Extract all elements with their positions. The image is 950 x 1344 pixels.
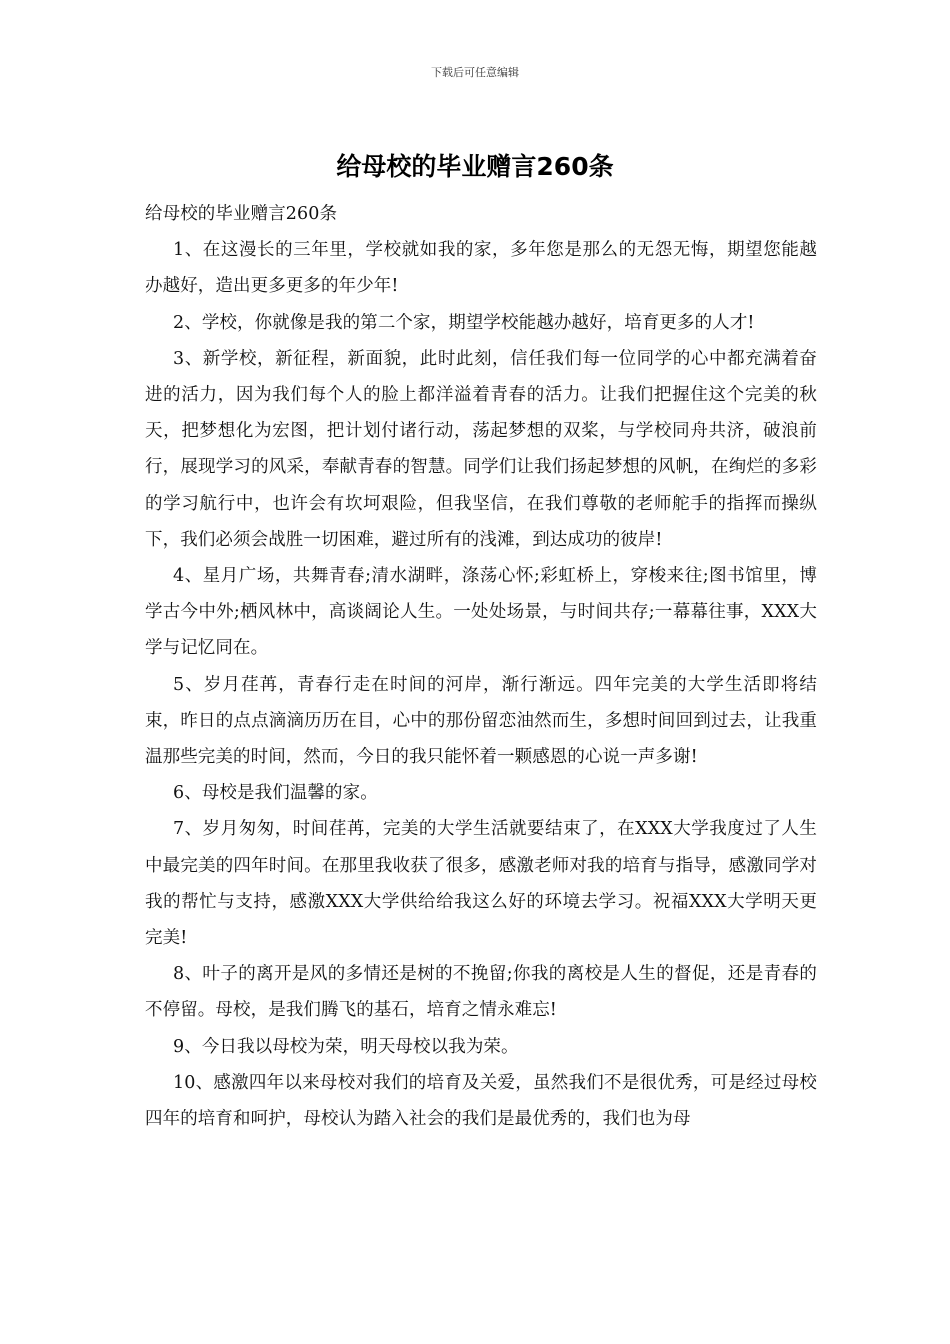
paragraph-5: 5、岁月荏苒，青春行走在时间的河岸，渐行渐远。四年完美的大学生活即将结束，昨日的点点滴滴历历在目，心中的那份留恋油然而生，多想时间回到过去，让我重温那些完美的时间，然而，今日的我只能怀着一颗感恩的心说一声多谢! xyxy=(145,674,817,768)
document-body xyxy=(145,196,817,1137)
paragraph-1: 1、在这漫长的三年里，学校就如我的家，多年您是那么的无怨无悔，期望您能越办越好，造出更多更多的年少年! xyxy=(145,240,817,297)
page-header-note: 下载后可任意编辑 xyxy=(431,66,519,79)
document-subtitle: 给母校的毕业赠言260条 xyxy=(145,204,338,224)
paragraph-2: 2、学校，你就像是我的第二个家，期望学校能越办越好，培育更多的人才! xyxy=(173,312,755,333)
paragraph-3: 3、新学校，新征程，新面貌，此时此刻，信任我们每一位同学的心中都充满着奋进的活力，因为我们每个人的脸上都洋溢着青春的活力。让我们把握住这个完美的秋天，把梦想化为宏图，把计划付诸行动，荡起梦想的双桨，与学校同舟共济，破浪前行，展现学习的风采，奉献青春的智慧。同学们让我们扬起梦想的风帆，在绚烂的多彩的学习航行中，也许会有坎坷艰险，但我坚信，在我们尊敬的老师舵手的指挥而操纵下，我们必须会战胜一切困难，避过所有的浅滩，到达成功的彼岸! xyxy=(145,348,817,550)
paragraph-8: 8、叶子的离开是风的多情还是树的不挽留;你我的离校是人生的督促，还是青春的不停留。母校，是我们腾飞的基石，培育之情永难忘! xyxy=(145,964,817,1021)
document-title: 给母校的毕业赠言260条 xyxy=(336,152,614,181)
paragraph-4: 4、星月广场，共舞青春;清水湖畔，涤荡心怀;彩虹桥上，穿梭来往;图书馆里，博学古今中外;栖风林中，高谈阔论人生。一处处场景，与时间共存;一幕幕往事，XXX大学与记忆同在。 xyxy=(145,566,817,659)
paragraph-10: 10、感激四年以来母校对我们的培育及关爱，虽然我们不是很优秀，可是经过母校四年的培育和呵护，母校认为踏入社会的我们是最优秀的，我们也为母 xyxy=(145,1072,817,1130)
paragraph-7: 7、岁月匆匆，时间荏苒，完美的大学生活就要结束了，在XXX大学我度过了人生中最完美的四年时间。在那里我收获了很多，感激老师对我的培育与指导，感激同学对我的帮忙与支持，感激XXX大学供给给我这么好的环境去学习。祝福XXX大学明天更完美! xyxy=(145,819,817,949)
paragraph-9: 9、今日我以母校为荣，明天母校以我为荣。 xyxy=(173,1036,519,1057)
paragraph-6: 6、母校是我们温馨的家。 xyxy=(173,783,378,804)
